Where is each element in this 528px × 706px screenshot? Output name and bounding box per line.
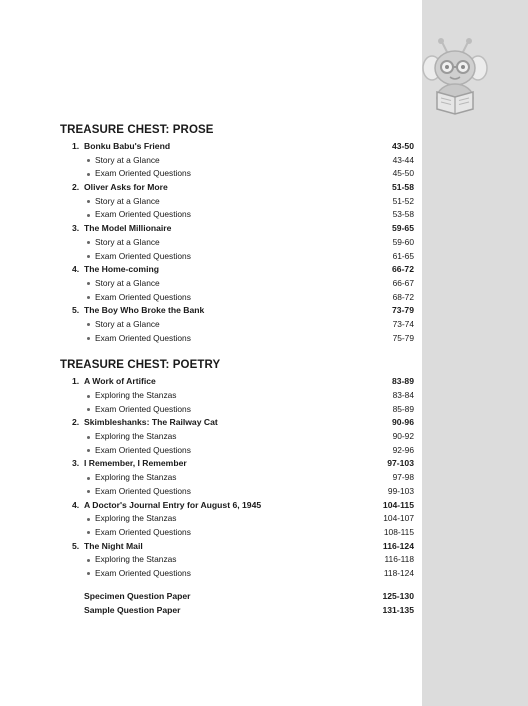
chapter-title: Bonku Babu's Friend bbox=[84, 141, 171, 151]
chapter-row[interactable] bbox=[60, 263, 414, 277]
subsection-pages: 59-60 bbox=[392, 236, 414, 247]
chapter-number: 1. bbox=[72, 141, 80, 151]
subsection-title: Exam Oriented Questions bbox=[95, 209, 191, 220]
subsection-row[interactable] bbox=[60, 526, 414, 540]
subsection-row[interactable] bbox=[60, 167, 414, 181]
chapter-title: I Remember, I Remember bbox=[84, 458, 187, 469]
subsection-row[interactable] bbox=[60, 291, 414, 305]
chapter-number: 4. bbox=[72, 264, 80, 275]
bullet-icon bbox=[87, 436, 90, 439]
subsection-row[interactable] bbox=[60, 389, 414, 403]
bullet-icon bbox=[87, 531, 90, 534]
chapter-row[interactable] bbox=[60, 416, 414, 430]
chapter-row[interactable] bbox=[60, 457, 414, 471]
subsection-row[interactable] bbox=[60, 154, 414, 168]
section-title-poetry: TREASURE CHEST: POETRY bbox=[60, 359, 221, 372]
extra-title: Specimen Question Paper bbox=[84, 590, 191, 601]
chapter-pages: 116-124 bbox=[382, 540, 414, 551]
chapter-row[interactable] bbox=[60, 540, 414, 554]
subsection-pages: 83-84 bbox=[392, 390, 414, 400]
chapter-row[interactable] bbox=[60, 375, 414, 389]
subsection-pages: 66-67 bbox=[392, 277, 414, 288]
subsection-pages: 75-79 bbox=[392, 332, 414, 343]
subsection-row[interactable] bbox=[60, 512, 414, 526]
subsection-title: Exam Oriented Questions bbox=[95, 332, 191, 343]
chapter-number: 1. bbox=[72, 376, 80, 387]
bullet-icon bbox=[87, 490, 90, 493]
subsection-title: Exam Oriented Questions bbox=[95, 444, 191, 455]
subsection-row[interactable] bbox=[60, 195, 414, 209]
subsection-pages: 118-124 bbox=[383, 567, 414, 578]
subsection-row[interactable] bbox=[60, 444, 414, 458]
subsection-row[interactable] bbox=[60, 471, 414, 485]
specimen-paper-row[interactable] bbox=[60, 589, 414, 603]
subsection-row[interactable] bbox=[60, 250, 414, 264]
chapter-title: A Doctor's Journal Entry for August 6, 1945 bbox=[84, 499, 262, 510]
subsection-title: Story at a Glance bbox=[95, 277, 160, 288]
chapter-pages: 66-72 bbox=[392, 264, 414, 275]
chapter-title: The Model Millionaire bbox=[84, 223, 172, 234]
bullet-icon bbox=[87, 518, 90, 521]
bullet-icon bbox=[87, 255, 90, 258]
bullet-icon bbox=[87, 449, 90, 452]
sample-paper-row[interactable] bbox=[60, 603, 414, 617]
bullet-icon bbox=[87, 337, 90, 340]
chapter-number: 3. bbox=[72, 223, 80, 234]
subsection-title: Exam Oriented Questions bbox=[95, 168, 191, 179]
subsection-row[interactable] bbox=[60, 236, 414, 250]
chapter-number: 4. bbox=[72, 499, 80, 510]
bullet-icon bbox=[87, 477, 90, 480]
bullet-icon bbox=[87, 173, 90, 176]
subsection-pages: 85-89 bbox=[392, 403, 414, 414]
bullet-icon bbox=[87, 572, 90, 575]
chapter-number: 5. bbox=[72, 540, 80, 551]
chapter-row[interactable] bbox=[60, 222, 414, 236]
bullet-icon bbox=[87, 282, 90, 285]
subsection-title: Story at a Glance bbox=[95, 154, 160, 165]
subsection-pages: 51-52 bbox=[392, 195, 414, 206]
bullet-icon bbox=[87, 159, 90, 162]
chapter-pages: 43-50 bbox=[392, 141, 414, 151]
section-title-prose: TREASURE CHEST: PROSE bbox=[60, 124, 214, 136]
subsection-pages: 53-58 bbox=[392, 209, 414, 220]
extra-pages: 131-135 bbox=[382, 604, 414, 615]
subsection-title: Exam Oriented Questions bbox=[95, 526, 191, 537]
bullet-icon bbox=[87, 323, 90, 326]
subsection-title: Exam Oriented Questions bbox=[95, 403, 191, 414]
bullet-icon bbox=[87, 296, 90, 299]
chapter-pages: 51-58 bbox=[392, 182, 414, 193]
subsection-title: Exam Oriented Questions bbox=[95, 250, 191, 261]
chapter-number: 5. bbox=[72, 305, 80, 316]
subsection-title: Exam Oriented Questions bbox=[95, 567, 191, 578]
chapter-row[interactable] bbox=[60, 140, 414, 154]
subsection-pages: 92-96 bbox=[392, 444, 414, 455]
bullet-icon bbox=[87, 200, 90, 203]
subsection-pages: 104-107 bbox=[383, 513, 414, 524]
chapter-number: 2. bbox=[72, 417, 80, 428]
subsection-row[interactable] bbox=[60, 485, 414, 499]
subsection-row[interactable] bbox=[60, 567, 414, 581]
bullet-icon bbox=[87, 559, 90, 562]
subsection-row[interactable] bbox=[60, 403, 414, 417]
extra-pages: 125-130 bbox=[382, 590, 414, 601]
subsection-pages: 97-98 bbox=[392, 472, 414, 483]
subsection-pages: 61-65 bbox=[392, 250, 414, 261]
subsection-row[interactable] bbox=[60, 277, 414, 291]
subsection-pages: 73-74 bbox=[392, 318, 414, 329]
subsection-row[interactable] bbox=[60, 553, 414, 567]
bullet-icon bbox=[87, 214, 90, 217]
subsection-title: Story at a Glance bbox=[95, 318, 160, 329]
chapter-pages: 104-115 bbox=[382, 499, 414, 510]
subsection-title: Exploring the Stanzas bbox=[95, 472, 177, 483]
subsection-title: Exploring the Stanzas bbox=[95, 390, 177, 400]
subsection-title: Exploring the Stanzas bbox=[95, 431, 177, 442]
chapter-number: 3. bbox=[72, 458, 80, 469]
chapter-title: The Boy Who Broke the Bank bbox=[84, 305, 205, 316]
subsection-title: Exam Oriented Questions bbox=[95, 291, 191, 302]
subsection-pages: 108-115 bbox=[383, 526, 414, 537]
chapter-pages: 73-79 bbox=[392, 305, 414, 316]
subsection-row[interactable] bbox=[60, 332, 414, 346]
chapter-title: A Work of Artifice bbox=[84, 376, 156, 387]
subsection-title: Exploring the Stanzas bbox=[95, 554, 177, 565]
subsection-title: Story at a Glance bbox=[95, 236, 160, 247]
chapter-title: Skimbleshanks: The Railway Cat bbox=[84, 417, 218, 428]
chapter-pages: 59-65 bbox=[392, 223, 414, 234]
subsection-pages: 116-118 bbox=[384, 554, 414, 565]
chapter-title: Oliver Asks for More bbox=[84, 182, 168, 193]
subsection-row[interactable] bbox=[60, 430, 414, 444]
extra-title: Sample Question Paper bbox=[84, 604, 181, 615]
subsection-pages: 45-50 bbox=[392, 168, 414, 179]
subsection-title: Exploring the Stanzas bbox=[95, 513, 177, 524]
subsection-row[interactable] bbox=[60, 318, 414, 332]
chapter-title: The Home-coming bbox=[84, 264, 159, 275]
chapter-row[interactable] bbox=[60, 181, 414, 195]
bee-reading-book-icon bbox=[420, 36, 490, 116]
subsection-title: Exam Oriented Questions bbox=[95, 485, 191, 496]
chapter-pages: 97-103 bbox=[387, 458, 414, 469]
subsection-pages: 90-92 bbox=[392, 431, 414, 442]
chapter-pages: 90-96 bbox=[392, 417, 414, 428]
chapter-number: 2. bbox=[72, 182, 80, 193]
chapter-row[interactable] bbox=[60, 499, 414, 513]
bullet-icon bbox=[87, 241, 90, 244]
subsection-title: Story at a Glance bbox=[95, 195, 160, 206]
bullet-icon bbox=[87, 408, 90, 411]
subsection-pages: 99-103 bbox=[387, 485, 414, 496]
chapter-row[interactable] bbox=[60, 304, 414, 318]
subsection-pages: 68-72 bbox=[392, 291, 414, 302]
subsection-pages: 43-44 bbox=[392, 154, 414, 165]
chapter-title: The Night Mail bbox=[84, 540, 143, 551]
chapter-pages: 83-89 bbox=[392, 376, 414, 387]
bullet-icon bbox=[87, 395, 90, 398]
subsection-row[interactable] bbox=[60, 208, 414, 222]
table-of-contents bbox=[60, 118, 414, 617]
